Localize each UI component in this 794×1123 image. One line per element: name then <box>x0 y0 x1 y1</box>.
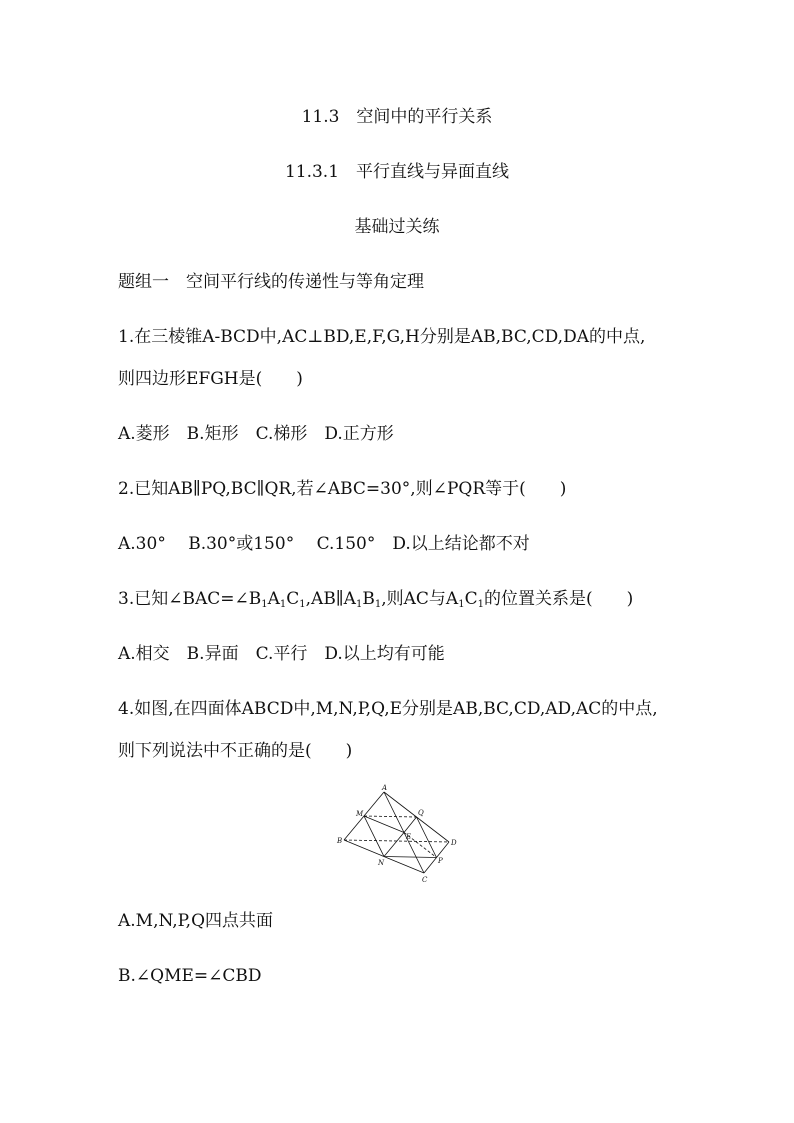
label-p: P <box>438 857 443 865</box>
tetrahedron-diagram <box>336 782 462 886</box>
page-title: 11.3 空间中的平行关系 <box>301 107 493 127</box>
question-1-line-1: 1.在三棱锥A-BCD中,AC⊥BD,E,F,G,H分别是AB,BC,CD,DA的中点, <box>118 327 646 347</box>
label-q: Q <box>418 809 424 817</box>
label-n: N <box>378 859 385 867</box>
question-4-option-b: B.∠QME=∠CBD <box>118 966 262 986</box>
segment-np <box>384 857 437 858</box>
question-2-options: A.30° B.30°或150° C.150° D.以上结论都不对 <box>118 534 530 554</box>
question-4-line-1: 4.如图,在四面体ABCD中,M,N,P,Q,E分别是AB,BC,CD,AD,AC的中点, <box>118 699 658 719</box>
label-b: B <box>337 837 343 845</box>
question-4-option-a: A.M,N,P,Q四点共面 <box>118 911 274 931</box>
label-a: A <box>382 784 388 792</box>
segment-pq <box>417 817 437 858</box>
segment-me <box>364 816 404 833</box>
label-c: C <box>422 876 428 884</box>
question-1-options: A.菱形 B.矩形 C.梯形 D.正方形 <box>118 424 394 444</box>
section-label: 基础过关练 <box>354 217 440 237</box>
label-e: E <box>406 833 412 841</box>
question-1-line-2: 则四边形EFGH是( ) <box>118 369 303 389</box>
segment-mn <box>364 816 384 857</box>
group-heading: 题组一 空间平行线的传递性与等角定理 <box>118 272 424 292</box>
subsection-title: 11.3.1 平行直线与异面直线 <box>284 162 510 182</box>
tetrahedron-figure <box>336 782 462 886</box>
label-d: D <box>451 839 457 847</box>
question-4-line-2: 则下列说法中不正确的是( ) <box>118 741 353 761</box>
segment-mq-hidden <box>364 816 417 817</box>
question-3-options: A.相交 B.异面 C.平行 D.以上均有可能 <box>118 644 445 664</box>
segment-eq <box>404 817 417 833</box>
label-m: M <box>356 810 364 818</box>
segment-ne <box>384 833 404 857</box>
question-2-text: 2.已知AB∥PQ,BC∥QR,若∠ABC=30°,则∠PQR等于( ) <box>118 479 567 499</box>
question-3-text: 3.已知$\angle BAC=\angle B_1A_1C_1,AB\parallel A_1B_1$,则AC与$A_1C_1$的位置关系是( ) <box>118 589 634 610</box>
